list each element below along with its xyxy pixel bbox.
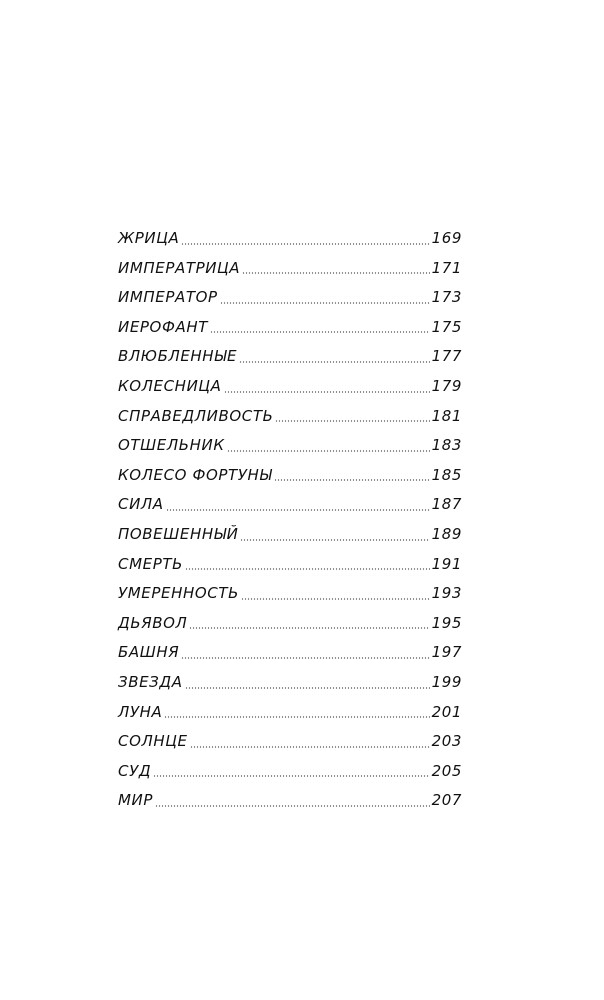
dot-leader [239,361,429,363]
toc-entry-title: ИМПЕРАТОР [118,288,218,307]
toc-entry[interactable] [118,757,462,787]
toc-entry-title: СИЛА [118,495,164,514]
toc-entry-title: ИЕРОФАНТ [118,317,208,336]
dot-leader [224,391,430,393]
toc-entry-title: МИР [118,791,154,810]
toc-entry[interactable] [118,254,462,284]
toc-entry-title: УМЕРЕННОСТЬ [118,584,239,603]
toc-entry-page: 177 [431,347,462,366]
toc-entry[interactable] [118,520,462,550]
toc-entry-page: 175 [431,317,462,336]
toc-entry-page: 205 [431,761,462,780]
toc-entry-title: КОЛЕСО ФОРТУНЫ [118,465,273,484]
toc-entry-page: 201 [431,702,462,721]
toc-entry-title: ОТШЕЛЬНИК [118,436,225,455]
dot-leader [227,450,430,452]
toc-entry-page: 169 [431,229,462,247]
toc-entry-page: 199 [431,672,462,691]
toc-entry-title: БАШНЯ [118,643,180,662]
toc-entry-title: ИМПЕРАТРИЦА [118,258,241,277]
toc-entry[interactable] [118,372,462,402]
toc-entry[interactable] [118,431,462,461]
toc-entry-title: СПРАВЕДЛИВОСТЬ [118,406,274,425]
toc-entry-page: 195 [431,613,462,632]
toc-entry-title: ЗВЕЗДА [118,672,183,691]
toc-entry-title: ДЬЯВОЛ [118,613,188,632]
dot-leader [153,775,429,777]
toc-entry-page: 179 [431,376,462,395]
dot-leader [220,302,430,304]
dot-leader [155,805,430,807]
toc-entry[interactable] [118,224,462,254]
toc-entry[interactable] [118,786,462,816]
toc-entry-title: ЖРИЦА [118,229,180,247]
dot-leader [240,539,429,541]
toc-entry-page: 197 [431,643,462,662]
toc-entry-page: 173 [431,288,462,307]
toc-entry-title: СМЕРТЬ [118,554,183,573]
dot-leader [242,272,429,274]
toc-entry-title: СОЛНЦЕ [118,732,188,751]
toc-entry-page: 183 [431,436,462,455]
dot-leader [189,627,429,629]
toc-entry[interactable] [118,283,462,313]
toc-entry[interactable] [118,490,462,520]
dot-leader [275,420,429,422]
toc-entry[interactable] [118,638,462,668]
toc-entry-title: ВЛЮБЛЕННЫЕ [118,347,238,366]
toc-entry[interactable] [118,579,462,609]
toc-entry-page: 171 [431,258,462,277]
toc-entry-page: 181 [431,406,462,425]
toc-entry[interactable] [118,609,462,639]
toc-entry-title: ПОВЕШЕННЫЙ [118,524,239,543]
toc-entry-title: ЛУНА [118,702,163,721]
dot-leader [190,746,430,748]
toc-entry-page: 191 [431,554,462,573]
toc-entry-page: 203 [431,732,462,751]
toc-entry[interactable] [118,550,462,580]
toc-entry-title: СУД [118,761,152,780]
toc-entry-page: 193 [431,584,462,603]
dot-leader [274,479,429,481]
toc-entry[interactable] [118,727,462,757]
dot-leader [181,243,429,245]
table-of-contents [118,224,462,816]
toc-entry[interactable] [118,668,462,698]
toc-entry[interactable] [118,461,462,491]
dot-leader [241,598,430,600]
toc-entry[interactable] [118,698,462,728]
toc-entry[interactable] [118,313,462,343]
dot-leader [185,687,430,689]
dot-leader [181,657,429,659]
dot-leader [166,509,430,511]
toc-entry[interactable] [118,342,462,372]
toc-entry-page: 185 [431,465,462,484]
toc-entry-page: 187 [431,495,462,514]
dot-leader [210,331,430,333]
toc-entry[interactable] [118,402,462,432]
toc-entry-page: 189 [431,524,462,543]
dot-leader [185,568,430,570]
toc-entry-page: 207 [431,791,462,810]
toc-entry-title: КОЛЕСНИЦА [118,376,222,395]
dot-leader [164,716,429,718]
